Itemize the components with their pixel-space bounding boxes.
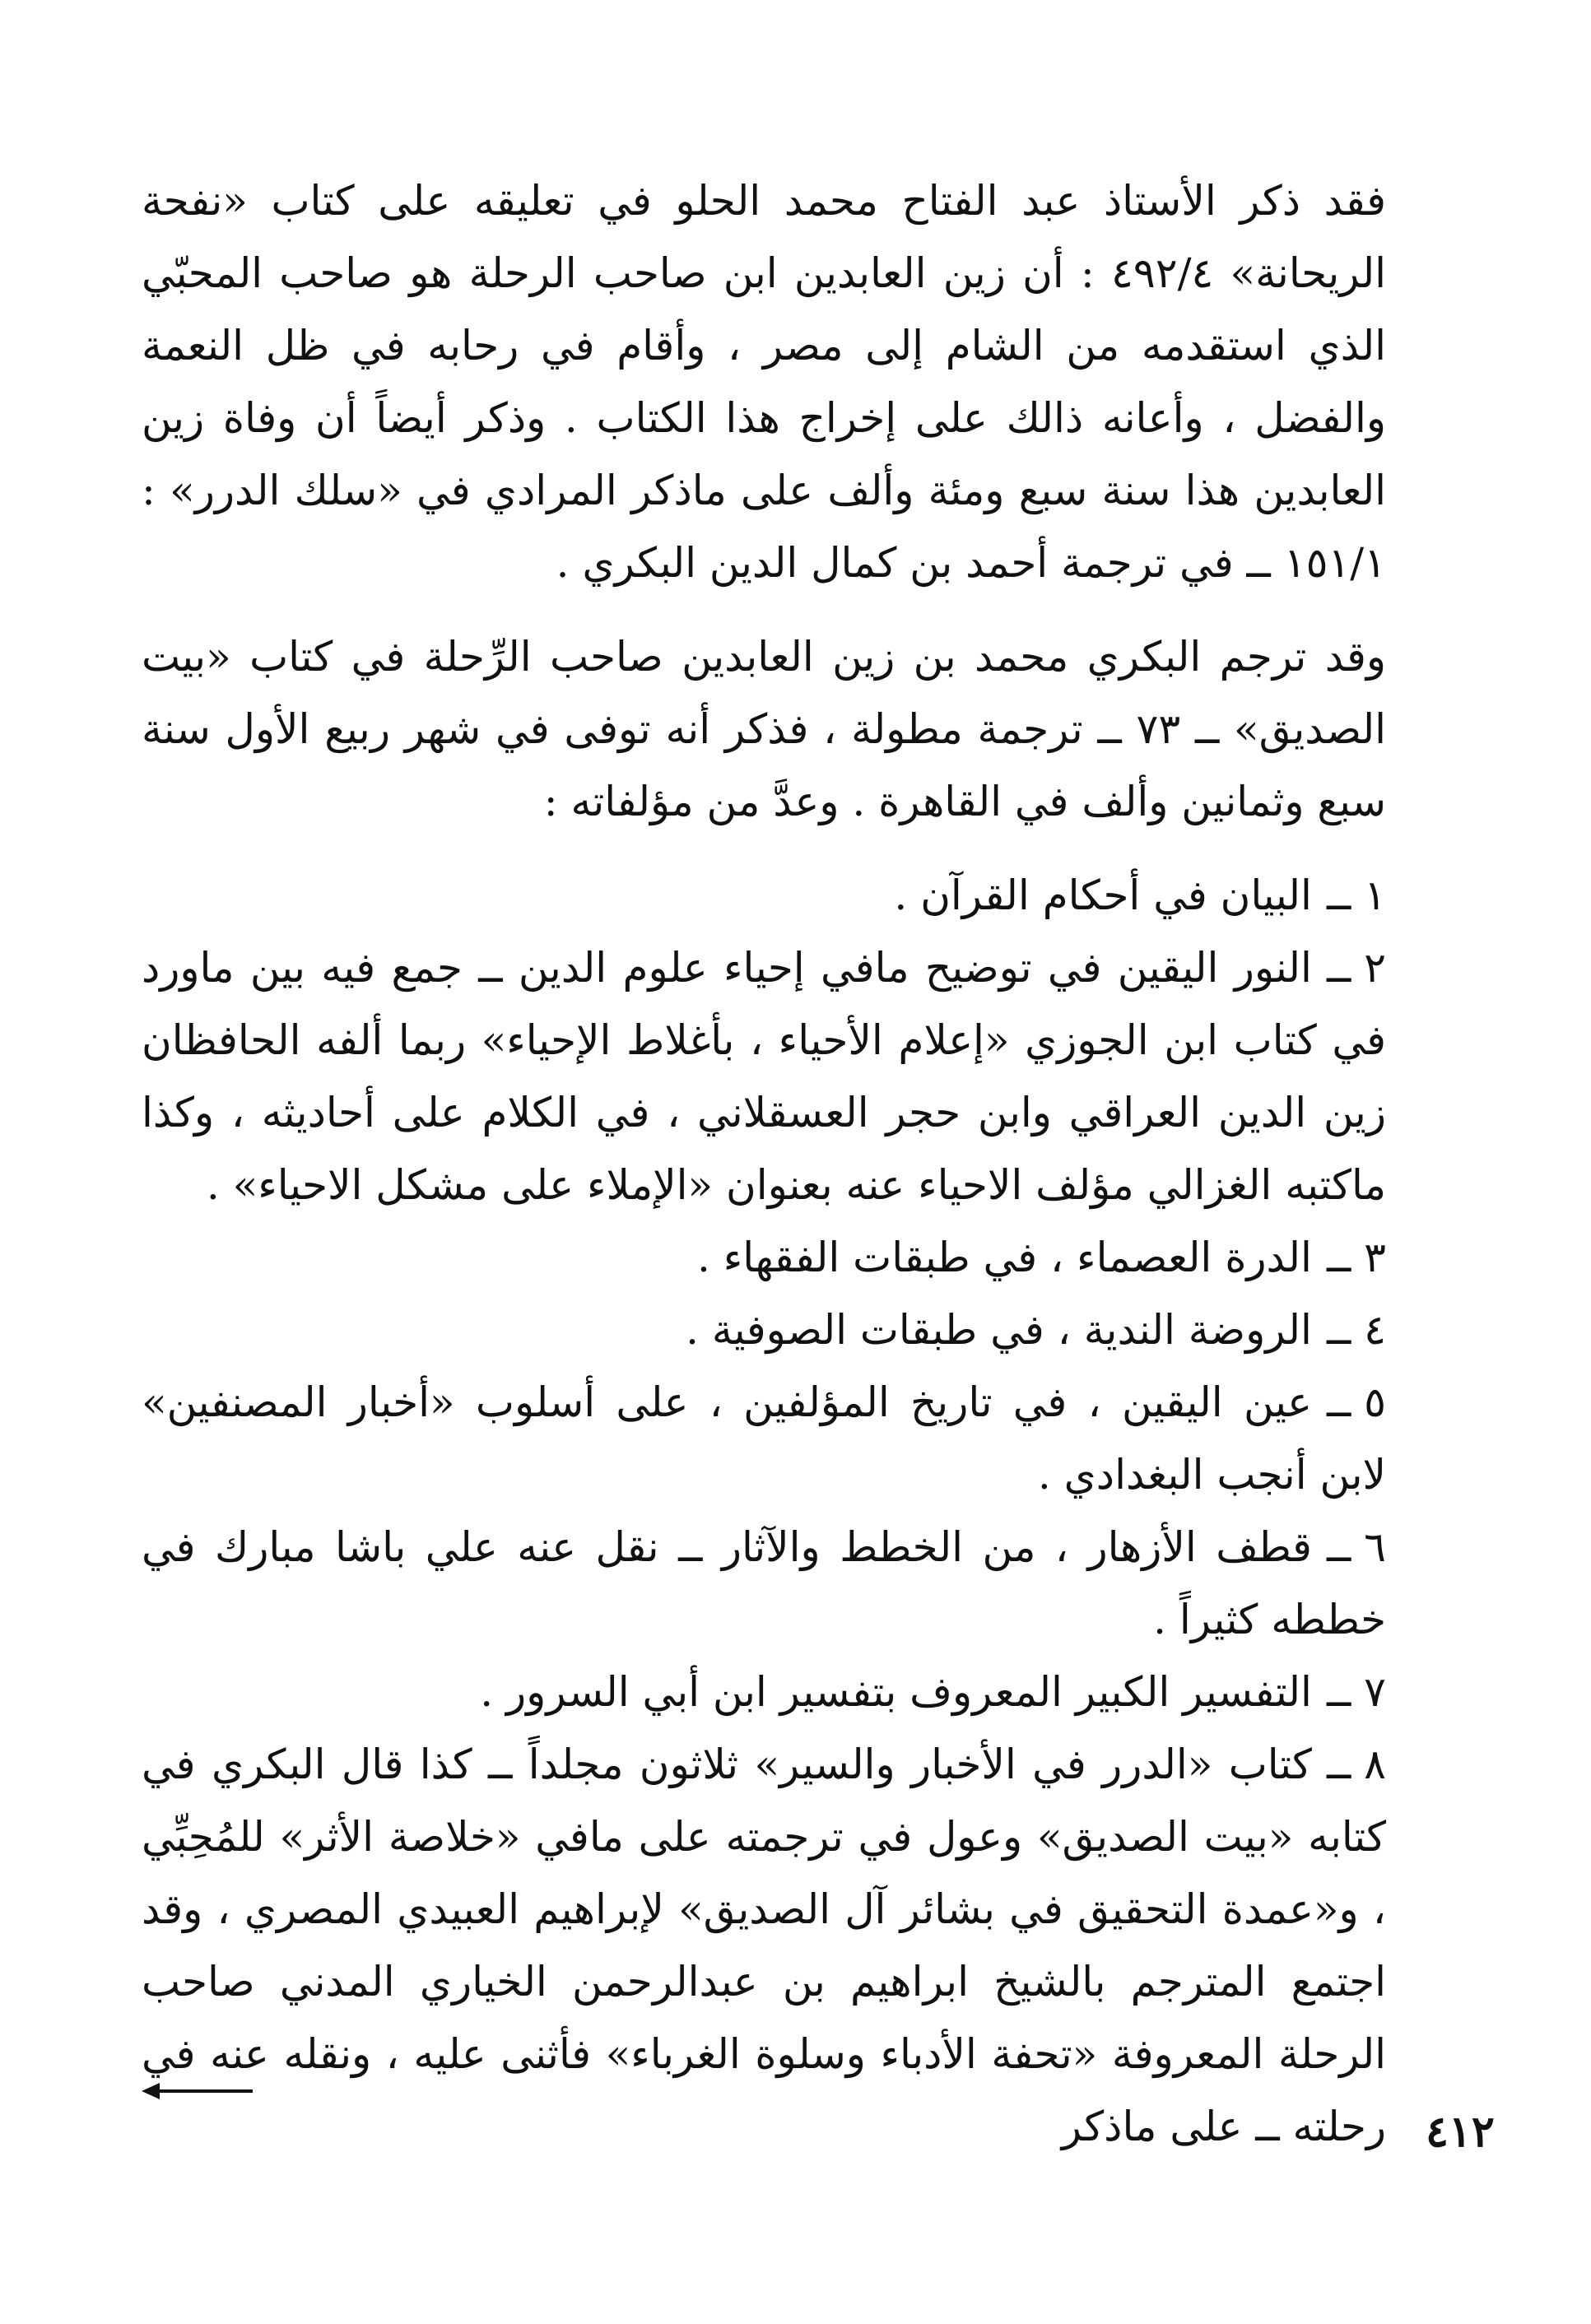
list-item [142,1366,1455,1511]
list-item [142,1728,1455,2163]
list-number: ٢ ــ [1326,944,1386,992]
list-text: الروضة الندية ، في طبقات الصوفية . [686,1306,1312,1354]
works-list [142,859,1455,2163]
paragraph-intro: فقد ذكر الأستاذ عبد الفتاح محمد الحلو في تعليقه على كتاب «نفحة الريحانة» ٤٩٢/٤ : أن زين العابدين ابن صاحب الرحلة هو صاحب المحبّي الذي استقدمه من الشام إلى مصر ، وأقام في رحابه في ظل النعمة والفضل ، وأعانه ذالك على إخراج هذا الكتاب . وذكر أيضاً أن وفاة زين العابدين هذا سنة سبع ومئة وألف على ماذكر المرادي في «سلك الدرر» : ١٥١/١ ــ في ترجمة أحمد بن كمال الدين البكري . [142,177,1386,587]
list-text: التفسير الكبير المعروف بتفسير ابن أبي السرور . [480,1668,1312,1716]
list-number: ٦ ــ [1326,1523,1386,1571]
list-item [142,932,1455,1221]
list-text: عين اليقين ، في تاريخ المؤلفين ، على أسلوب «أخبار المصنفين» لابن أنجب البغدادي . [142,1378,1386,1499]
list-number: ١ ــ [1326,872,1386,919]
list-text: البيان في أحكام القرآن . [894,872,1312,919]
left-arrow-icon [142,2079,257,2103]
list-number: ٨ ــ [1326,1741,1386,1788]
list-number: ٤ ــ [1326,1306,1386,1354]
page-number: ٤١٢ [1426,2107,1495,2157]
book-page [142,165,1495,2271]
list-number: ٥ ــ [1326,1378,1386,1426]
list-item [142,859,1455,932]
list-item [142,1656,1455,1728]
list-text: كتاب «الدرر في الأخبار والسير» ثلاثون مجلداً ــ كذا قال البكري في كتابه «بيت الصديق» وعول في ترجمته على مافي «خلاصة الأثر» للمُحِبِّي ، و«عمدة التحقيق في بشائر آل الصديق» لإبراهيم العبيدي المصري ، وقد اجتمع المترجم بالشيخ ابراهيم بن عبدالرحمن الخياري المدني صاحب الرحلة المعروفة «تحفة الأدباء وسلوة الغرباء» فأثنى عليه ، ونقله عنه في رحلته ــ على ماذكر [142,1741,1386,2150]
list-item [142,1221,1455,1294]
list-item [142,1511,1455,1656]
list-text: النور اليقين في توضيح مافي إحياء علوم الدين ــ جمع فيه بين ماورد في كتاب ابن الجوزي «إعلام الأحياء ، بأغلاط الإحياء» ربما ألفه الحافظان زين الدين العراقي وابن حجر العسقلاني ، في الكلام على أحاديثه ، وكذا ماكتبه الغزالي مؤلف الاحياء عنه بعنوان «الإملاء على مشكل الاحياء» . [142,944,1386,1209]
list-item [142,1294,1455,1366]
list-text: قطف الأزهار ، من الخطط والآثار ــ نقل عنه علي باشا مبارك في خططه كثيراً . [142,1523,1386,1643]
list-number: ٣ ــ [1326,1234,1386,1281]
paragraph-biography: وقد ترجم البكري محمد بن زين العابدين صاحب الرِّحلة في كتاب «بيت الصديق» ــ ٧٣ ــ ترجمة مطولة ، فذكر أنه توفى في شهر ربيع الأول سنة سبع وثمانين وألف في القاهرة . وعدَّ من مؤلفاته : [142,633,1386,825]
list-text: الدرة العصماء ، في طبقات الفقهاء . [697,1234,1312,1281]
list-number: ٧ ــ [1326,1668,1386,1716]
